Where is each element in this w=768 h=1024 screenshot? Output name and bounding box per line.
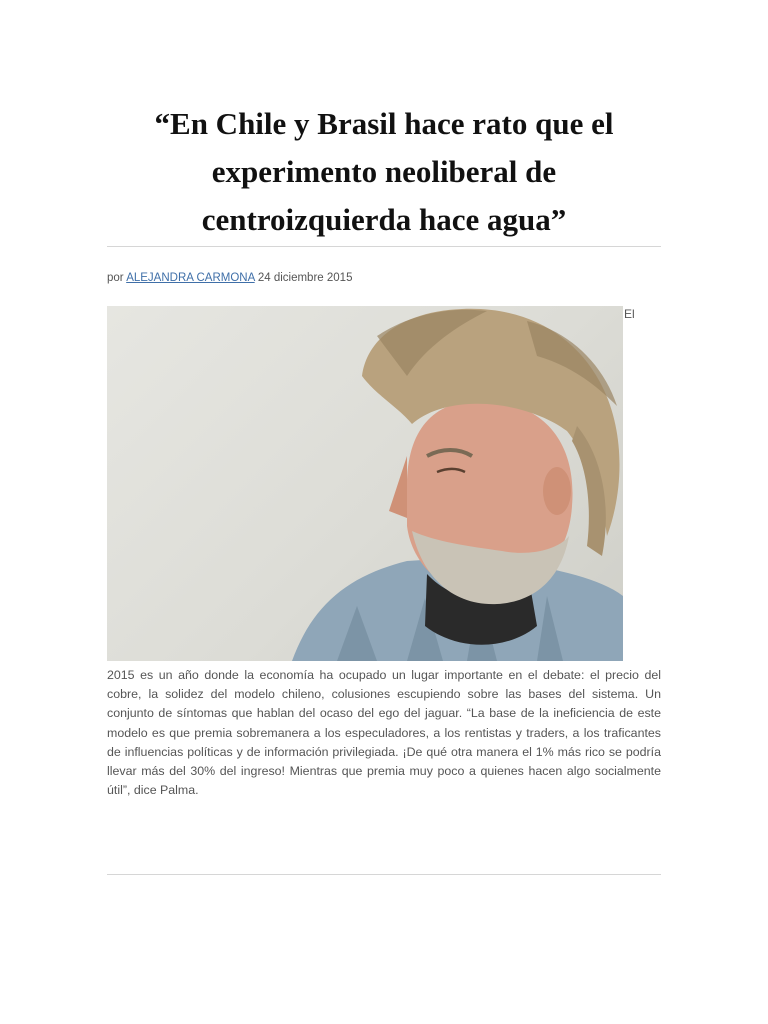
article-body: 2015 es un año donde la economía ha ocupado un lugar importante en el debate: el precio del cobre, la solidez del modelo chileno, colusiones escupiendo sobre las bases del sistema. Un conjunto de síntomas que hablan del ocaso del ego del jaguar. “La base de la ineficiencia de este modelo es que premia sobremanera a los especuladores, a los rentistas y traders, a los traficantes de influencias políticas y de información privilegiada. ¡De qué otra manera el 1% más rico se podría llevar más del 30% del ingreso! Mientras que premia muy poco a quienes hacen algo socialmente útil”, dice Palma. [107, 668, 661, 798]
portrait-photo-icon [107, 306, 623, 661]
lead-word: El [624, 307, 635, 321]
article-title: “En Chile y Brasil hace rato que el experimento neoliberal de centroizquierda hace agua” [154, 106, 614, 237]
byline-prefix: por [107, 272, 124, 284]
publish-date: 24 diciembre 2015 [257, 272, 353, 284]
byline [107, 272, 352, 284]
author-link[interactable]: ALEJANDRA CARMONA [126, 272, 255, 284]
article-photo [107, 306, 623, 661]
title-divider [107, 246, 661, 247]
bottom-divider [107, 874, 661, 875]
